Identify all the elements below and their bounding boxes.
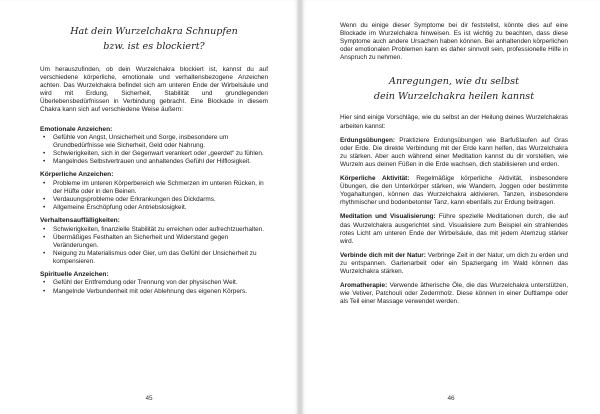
suggestion-text: Verbringe Zeit in der Natur, um dich zu erden und zu entspannen. Gartenarbeit oder ein Spaziergang im Wald können das Wurzelchakra stärken. (340, 251, 568, 275)
right-page (302, 0, 600, 414)
page-number: 46 (447, 395, 455, 402)
suggestion-paragraph (340, 282, 568, 306)
list-spiritual (40, 279, 268, 295)
section-heading-physical: Körperliche Anzeichen: (40, 171, 114, 179)
suggestion-term: Aromatherapie: (340, 282, 388, 290)
list-item: • Schwierigkeiten, finanzielle Stabilität zu erreichen oder aufrechtzuerhalten. (40, 226, 268, 234)
list-item: • Schwierigkeiten, sich in der Gegenwart verankert oder „geerdet“ zu fühlen. (40, 150, 268, 158)
list-behavior (40, 226, 268, 266)
list-item: • Neigung zu Materialismus oder Gier, um das Gefühl der Unsicherheit zu kompensieren. (40, 250, 268, 266)
section-heading-emotional: Emotionale Anzeichen: (40, 125, 113, 133)
list-emotional (40, 134, 268, 166)
section-heading-spiritual: Spirituelle Anzeichen: (40, 271, 109, 278)
list-item: • Gefühle von Angst, Unsicherheit und Sorge, insbesondere um Grundbedürfnisse wie Sicherheit, Geld oder Nahrung. (40, 134, 268, 150)
suggestion-term: Meditation und Visualisierung: (340, 213, 436, 221)
page-number: 45 (145, 395, 153, 402)
list-item: • Mangelndes Selbstvertrauen und anhaltendes Gefühl der Hilflosigkeit. (40, 158, 268, 166)
chapter-title-line-1: Hat dein Wurzelchakra Schnupfen (70, 26, 238, 37)
intro-paragraph: Um herauszufinden, ob dein Wurzelchakra blockiert ist, kannst du auf verschiedene körperliche, emotionale und verhaltensbezogene Anzeichen achten. Das Wurzelchakra befindet sich am unteren Ende der Wirbelsäule und wird mit Erdung, Sicherheit, Stabilität und grundlegenden Überlebensbedürfnissen in Verbindung gebracht. Eine Blockade in diesem Chakra kann sich auf verschiedene Weise äußern: (40, 66, 268, 114)
chapter-title-line-2: bzw. ist es blockiert? (103, 41, 205, 52)
suggestion-paragraph (340, 213, 568, 245)
section-title-line-2: dein Wurzelchakra heilen kannst (373, 91, 535, 103)
suggestion-term: Erdungsübungen: (340, 136, 396, 144)
closing-paragraph: Wenn du einige dieser Symptome bei dir feststellst, könnte dies auf eine Blockade im Wurzelchakra hinweisen. Es ist wichtig zu beachten, dass diese Symptome auch andere Ursachen haben können. Bei anhaltenden körperlichen oder emotionalen Problemen kann es daher sinnvoll sein, professionelle Hilfe in Anspruch zu nehmen. (340, 22, 568, 62)
section-heading-behavior: Verhaltensauffälligkeiten: (40, 217, 120, 225)
chapter-title (40, 24, 268, 54)
list-item: • Probleme im unteren Körperbereich wie Schmerzen im unteren Rücken, in der Hüfte oder in den Beinen. (40, 180, 268, 196)
suggestion-text: Praktiziere Erdungsübungen wie Barfußlaufen auf Gras oder Erde. Die direkte Verbindung mit der Erde kann helfen, das Wurzelchakra zu stärken. Aber auch während einer Meditation kannst du dir vorstellen, wie Wurzeln aus deinen Füßen in die Erde wachsen, dich stabilisieren und erden. (340, 136, 568, 168)
list-item: • Allgemeine Erschöpfung oder Antriebslosigkeit. (40, 204, 268, 212)
suggestion-term: Verbinde dich mit der Natur: (340, 251, 426, 259)
suggestion-paragraph (340, 252, 568, 276)
section-title (340, 74, 568, 104)
suggestion-term: Körperliche Aktivität: (340, 175, 410, 183)
suggestion-text: Regelmäßige körperliche Aktivität, insbesondere Übungen, die den Unterkörper stärken, wie Wandern, Joggen oder bestimmte Yogahaltungen, können das Wurzelchakra aktivieren. Tanzen, insbesondere rhythmischer und bodenbetonter Tanz, kann ebenfalls zur Erdung beitragen. (340, 175, 568, 207)
suggestion-text: Verwende ätherische Öle, die das Wurzelchakra unterstützen, wie Vetiver, Patchouli oder Zedernholz. Diese können in einer Duftlampe oder als Teil einer Massage verwendet werden. (340, 282, 568, 306)
lead-paragraph: Hier sind einige Vorschläge, wie du selbst an der Heilung deines Wurzelchakras arbeiten kannst: (340, 114, 568, 130)
list-physical (40, 180, 268, 212)
left-page-content (40, 0, 268, 296)
right-page-content (340, 0, 568, 312)
list-item: • Verdauungsprobleme oder Erkrankungen des Dickdarms. (40, 196, 268, 204)
section-title-line-1: Anregungen, wie du selbst (389, 76, 519, 88)
left-page (0, 0, 298, 414)
list-item: • Übermäßiges Festhalten an Sicherheit und Widerstand gegen Veränderungen. (40, 234, 268, 250)
list-item: • Mangelnde Verbundenheit mit oder Ablehnung des eigenen Körpers. (40, 288, 268, 296)
suggestion-text: Führe spezielle Meditationen durch, die auf das Wurzelchakra ausgerichtet sind. Visualisiere zum Beispiel ein strahlendes rotes Licht am unteren Ende der Wirbelsäule, das mit jedem Atemzug stärker wird. (340, 213, 568, 245)
list-item: • Gefühl der Entfremdung oder Trennung von der physischen Welt. (40, 279, 268, 287)
suggestion-paragraph (340, 137, 568, 169)
suggestion-paragraph (340, 175, 568, 207)
